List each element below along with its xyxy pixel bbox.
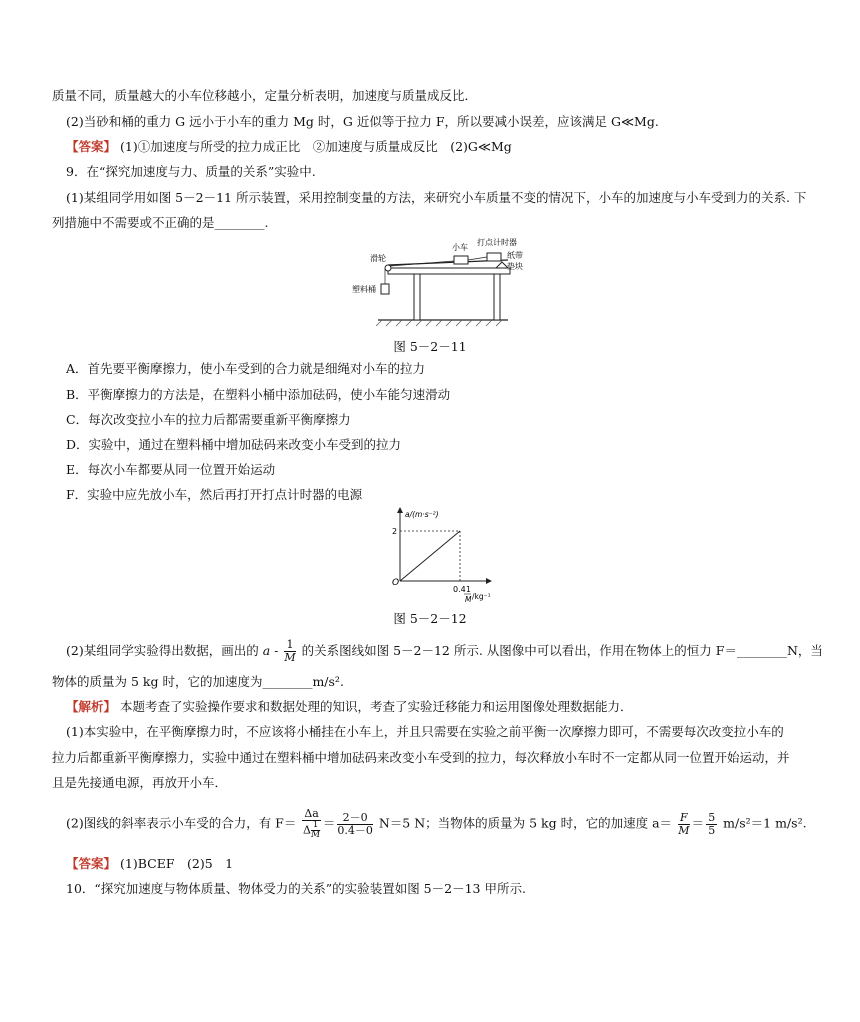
text-span: N＝5 N；当物体的质量为 5 kg 时，它的加速度 a＝ bbox=[378, 815, 673, 831]
option-b: B．平衡摩擦力的方法是，在塑料小桶中添加砝码，使小车能匀速滑动 bbox=[66, 387, 451, 402]
analysis-text: 本题考查了实验操作要求和数据处理的知识，考查了实验迁移能力和运用图像处理数据能力． bbox=[120, 699, 633, 714]
label-pulley: 滑轮 bbox=[370, 254, 386, 263]
text-line: 拉力后都重新平衡摩擦力，实验中通过在塑料桶中增加砝码来改变小车受到的拉力，每次释放小车时不一定都从同一位置开始运动，并 bbox=[52, 750, 790, 765]
option-f: F．实验中应先放小车，然后再打开打点计时器的电源 bbox=[66, 487, 363, 502]
text-line: (2)图线的斜率表示小车受的合力，有 F＝ Δa Δ $\frac{1}{M}$ ＝ $\frac{2-0}{0.4-0}$ N＝5 N；当物体的质量为 5 kg 时，它的加速度 a＝ $\frac{F}{M}$ ＝ $\frac{5}{5}$ m/s²＝1 m/s². bbox=[66, 807, 807, 840]
fraction-values bbox=[337, 812, 373, 837]
label-tape: 纸带 bbox=[507, 251, 523, 260]
analysis-line bbox=[66, 698, 820, 716]
frac-den: 0.4－0 bbox=[337, 823, 373, 837]
fraction-5-over-5 bbox=[706, 812, 717, 837]
a-vs-inverse-m-chart bbox=[370, 505, 510, 605]
frac-den: M bbox=[678, 823, 690, 837]
text-line: 且是先接通电源，再放开小车． bbox=[52, 775, 228, 790]
text-span: (2)图线的斜率表示小车受的合力，有 F＝ bbox=[66, 815, 297, 831]
frac-den: M bbox=[284, 651, 296, 664]
fraction-f-over-m bbox=[678, 812, 690, 837]
origin-label: O bbox=[392, 578, 400, 588]
answer-line bbox=[66, 855, 820, 873]
text-span: 的关系图线如图 5－2－12 所示. 从图像中可以看出，作用在物体上的恒力 F＝________N，当 bbox=[301, 643, 823, 658]
y-tick-label: 2 bbox=[392, 527, 398, 536]
label-bucket: 塑料桶 bbox=[352, 285, 376, 294]
answer-text: (1)BCEF (2)5 1 bbox=[120, 856, 234, 871]
x-tick-label: 0.4 bbox=[453, 585, 466, 594]
figure-caption: 图 5－2－12 bbox=[393, 611, 467, 626]
option-a: A．首先要平衡摩擦力，使小车受到的合力就是细绳对小车的拉力 bbox=[66, 361, 426, 376]
option-d: D．实验中，通过在塑料桶中增加砝码来改变小车受到的拉力 bbox=[66, 437, 402, 452]
answer-tag: 【答案】 bbox=[66, 856, 117, 871]
apparatus-figure bbox=[330, 232, 540, 332]
x-axis-unit: /kg⁻¹ bbox=[472, 592, 491, 601]
label-block: 垫块 bbox=[507, 262, 523, 271]
y-axis-label: a/(m·s⁻²) bbox=[405, 510, 439, 519]
fraction-da bbox=[302, 808, 321, 840]
fraction-1-over-m bbox=[284, 639, 295, 664]
frac-num: 1 bbox=[284, 639, 295, 652]
label-cart: 小车 bbox=[452, 243, 468, 252]
answer-tag: 【答案】 bbox=[66, 139, 117, 154]
text-line: 物体的质量为 5 kg 时，它的加速度为________m/s². bbox=[52, 674, 344, 689]
text-line: 列措施中不需要或不正确的是________. bbox=[52, 215, 269, 230]
option-e: E．每次小车都要从同一位置开始运动 bbox=[66, 462, 276, 477]
x-axis-den: M bbox=[465, 595, 472, 604]
text-line: (1)某组同学用如图 5－2－11 所示装置，采用控制变量的方法，来研究小车质量不变的情况下，小车的加速度与小车受到力的关系. 下 bbox=[66, 190, 807, 205]
x-axis-num: 1 bbox=[466, 585, 471, 594]
frac-num: 2－0 bbox=[337, 812, 373, 825]
text-span: m/s²＝1 m/s². bbox=[723, 815, 807, 831]
series-line bbox=[400, 531, 460, 581]
text-line: 质量不同，质量越大的小车位移越小，定量分析表明，加速度与质量成反比． bbox=[52, 88, 478, 103]
text-line: (2)当砂和桶的重力 G 远小于小车的重力 Mg 时，G 近似等于拉力 F，所以要减小误差，应该满足 G≪Mg. bbox=[66, 114, 659, 129]
figure-caption: 图 5－2－11 bbox=[393, 339, 467, 354]
text-span: (2)某组同学实验得出数据，画出的 bbox=[66, 643, 259, 658]
label-timer: 打点计时器 bbox=[477, 238, 517, 247]
answer-line bbox=[66, 138, 820, 156]
math-a: a - bbox=[262, 643, 279, 658]
frac-num: F bbox=[680, 810, 688, 824]
frac-den: 5 bbox=[708, 823, 716, 837]
question-9: 9．在“探究加速度与力、质量的关系”实验中. bbox=[66, 164, 316, 179]
frac-den: Δ $\frac{1}{M}$ bbox=[303, 820, 321, 840]
text-line: (1)本实验中，在平衡摩擦力时，不应该将小桶挂在小车上，并且只需要在实验之前平衡一次摩擦力即可，不需要每次改变拉小车的 bbox=[66, 724, 784, 739]
answer-text: (1)①加速度与所受的拉力成正比 ②加速度与质量成反比 (2)G≪Mg bbox=[120, 139, 512, 154]
analysis-tag: 【解析】 bbox=[66, 699, 117, 714]
frac-num: 5 bbox=[708, 810, 716, 824]
frac-num: Δa bbox=[304, 807, 319, 820]
text-line bbox=[66, 638, 823, 664]
question-10: 10．“探究加速度与物体质量、物体受力的关系”的实验装置如图 5－2－13 甲所示. bbox=[66, 881, 526, 896]
option-c: C．每次改变拉小车的拉力后都需要重新平衡摩擦力 bbox=[66, 412, 351, 427]
